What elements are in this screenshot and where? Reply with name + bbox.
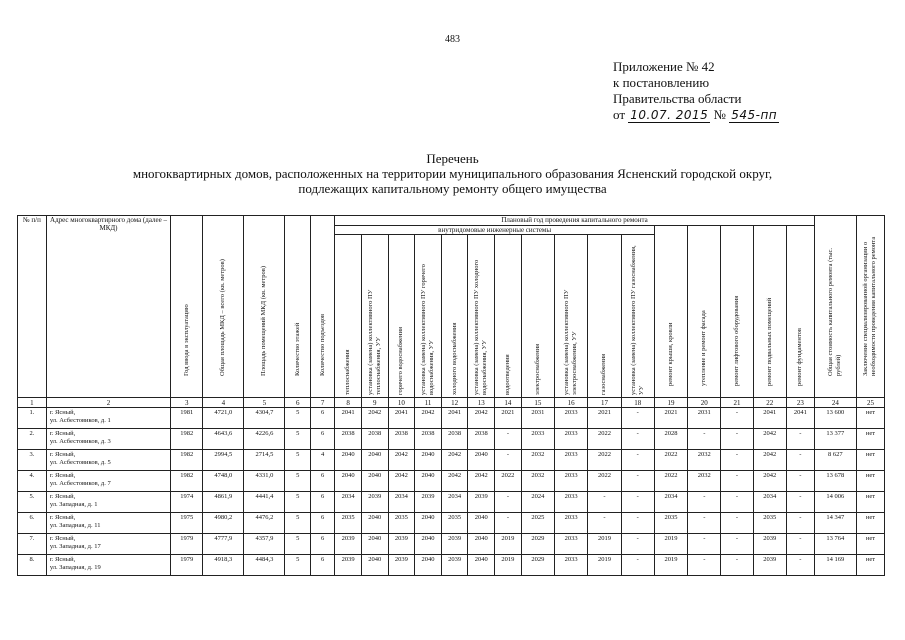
row-number-cell: 5. (18, 492, 47, 513)
table-cell: 2028 (654, 429, 687, 450)
table-cell: 2039 (441, 555, 468, 576)
table-cell: 2040 (361, 555, 388, 576)
table-cell: 1982 (171, 429, 203, 450)
column-number: 1 (18, 398, 47, 408)
table-cell: 2025 (521, 513, 554, 534)
header-year-built: Год ввода в эксплуатацию (171, 216, 203, 398)
table-cell: 2039 (468, 492, 495, 513)
table-cell: 2032 (688, 471, 721, 492)
column-number: 5 (244, 398, 285, 408)
header-premises-area: Площадь помещений МКД (кв. метров) (244, 216, 285, 398)
table-cell: - (621, 408, 654, 429)
column-number: 22 (753, 398, 786, 408)
table-cell: - (495, 492, 522, 513)
header-cold-water: холодного водоснабжения (441, 235, 468, 398)
table-cell: 4918,3 (203, 555, 244, 576)
table-cell: 2038 (361, 429, 388, 450)
title-line-3: подлежащих капитальному ремонту общего имущества (298, 181, 607, 196)
row-number-cell: 2. (18, 429, 47, 450)
table-cell: 2039 (361, 492, 388, 513)
table-cell: - (495, 450, 522, 471)
table-cell: 2042 (753, 471, 786, 492)
table-cell: 14 169 (814, 555, 856, 576)
table-cell: 2042 (753, 450, 786, 471)
table-cell: 2040 (361, 471, 388, 492)
table-cell: - (721, 408, 753, 429)
table-cell: - (786, 492, 814, 513)
header-pu-heating: установка (замена) коллективного ПУ теплоснабжения, УУ (361, 235, 388, 398)
header-pu-gas: установка (замена) коллективного ПУ газоснабжения, УУ (621, 235, 654, 398)
table-cell: 2039 (335, 534, 362, 555)
table-cell: 2040 (415, 471, 442, 492)
table-cell: 2042 (361, 408, 388, 429)
table-cell: 2040 (361, 450, 388, 471)
table-cell: 2022 (588, 450, 621, 471)
column-number: 2 (46, 398, 170, 408)
header-conclusion: Заключение специализированной организации о необходимости проведения капитального ремонта (856, 216, 884, 398)
table-cell: 1982 (171, 450, 203, 471)
column-number: 12 (441, 398, 468, 408)
address-city: г. Ясный, (49, 493, 76, 500)
table-cell: 2033 (555, 429, 588, 450)
table-cell: 4 (310, 450, 334, 471)
table-cell: нет (856, 408, 884, 429)
table-cell: нет (856, 492, 884, 513)
table-cell: 2019 (654, 534, 687, 555)
column-number: 17 (588, 398, 621, 408)
table-cell: 2040 (415, 450, 442, 471)
table-cell: 2034 (388, 492, 415, 513)
table-cell: - (721, 513, 753, 534)
header-pu-cold-water: установка (замена) коллективного ПУ холодного водоснабжения, УУ (468, 235, 495, 398)
handwritten-number: 545-пп (731, 108, 778, 122)
address-street: ул. Асбестовиков, д. 1 (49, 417, 111, 424)
table-cell: 2021 (495, 408, 522, 429)
column-number: 13 (468, 398, 495, 408)
row-number-cell: 7. (18, 534, 47, 555)
table-cell: - (688, 534, 721, 555)
table-cell: 1982 (171, 471, 203, 492)
table-cell: 2033 (555, 534, 588, 555)
row-number-cell: 3. (18, 450, 47, 471)
table-cell: 13 764 (814, 534, 856, 555)
table-cell: 2039 (388, 555, 415, 576)
column-number: 3 (171, 398, 203, 408)
table-cell: 4777,9 (203, 534, 244, 555)
column-number: 25 (856, 398, 884, 408)
table-cell: 2041 (753, 408, 786, 429)
table-cell: 2034 (335, 492, 362, 513)
table-cell: 5 (285, 492, 311, 513)
table-cell: - (688, 492, 721, 513)
table-cell: 2042 (415, 408, 442, 429)
table-cell: - (721, 534, 753, 555)
appendix-line-3: Правительства области (613, 91, 742, 106)
table-cell: - (621, 513, 654, 534)
header-planned-year: Плановый год проведения капитального ремонта (335, 216, 814, 226)
table-cell: 2035 (335, 513, 362, 534)
table-cell: 2042 (441, 450, 468, 471)
table-cell: 2042 (468, 408, 495, 429)
table-cell: 4980,2 (203, 513, 244, 534)
table-cell: нет (856, 471, 884, 492)
table-cell: 1975 (171, 513, 203, 534)
table-cell: 2041 (786, 408, 814, 429)
table-cell: - (621, 450, 654, 471)
header-hot-water: горячего водоснабжения (388, 235, 415, 398)
table-cell: 2035 (441, 513, 468, 534)
table-cell: 14 347 (814, 513, 856, 534)
table-cell: 2033 (555, 450, 588, 471)
table-cell: 4226,6 (244, 429, 285, 450)
table-cell: 2033 (555, 408, 588, 429)
table-cell: 4304,7 (244, 408, 285, 429)
header-floors: Количество этажей (285, 216, 311, 398)
table-cell: 6 (310, 429, 334, 450)
table-cell: 2039 (335, 555, 362, 576)
table-cell: 2714,5 (244, 450, 285, 471)
table-cell: 6 (310, 534, 334, 555)
table-cell: 2042 (468, 471, 495, 492)
table-cell: 2031 (688, 408, 721, 429)
table-cell: 2019 (654, 555, 687, 576)
table-cell: 4331,0 (244, 471, 285, 492)
column-number: 6 (285, 398, 311, 408)
column-number: 4 (203, 398, 244, 408)
table-cell: 4748,0 (203, 471, 244, 492)
table-cell: 2032 (521, 450, 554, 471)
table-cell: 2022 (588, 429, 621, 450)
table-cell: 5 (285, 408, 311, 429)
table-cell: 2039 (388, 534, 415, 555)
table-cell: 2019 (588, 555, 621, 576)
table-cell: - (621, 429, 654, 450)
table-cell: 5 (285, 555, 311, 576)
address-street: ул. Асбестовиков, д. 5 (49, 459, 111, 466)
table-cell: нет (856, 429, 884, 450)
table-cell: - (786, 450, 814, 471)
table-cell: 2041 (388, 408, 415, 429)
address-cell (46, 513, 170, 534)
table-cell: - (621, 555, 654, 576)
appendix-line-1: Приложение № 42 (613, 59, 715, 74)
table-cell: 2033 (555, 492, 588, 513)
table-cell: 6 (310, 492, 334, 513)
table-cell: 4357,9 (244, 534, 285, 555)
table-cell: 2022 (588, 471, 621, 492)
table-row (18, 429, 885, 450)
table-body (18, 408, 885, 576)
table-cell: 2040 (361, 513, 388, 534)
table-row (18, 534, 885, 555)
address-city: г. Ясный, (49, 472, 76, 479)
table-cell: 4484,3 (244, 555, 285, 576)
table-cell: 1974 (171, 492, 203, 513)
address-city: г. Ясный, (49, 556, 76, 563)
table-cell: - (721, 492, 753, 513)
row-number-cell: 1. (18, 408, 47, 429)
buildings-table (17, 215, 885, 576)
table-cell: 2040 (415, 513, 442, 534)
table-cell: 2033 (555, 555, 588, 576)
table-cell: 6 (310, 471, 334, 492)
table-cell: - (721, 429, 753, 450)
table-cell: нет (856, 513, 884, 534)
table-cell: 2033 (555, 513, 588, 534)
table-row (18, 408, 885, 429)
table-cell: - (588, 513, 621, 534)
table-cell: 2032 (521, 471, 554, 492)
table-cell: 2038 (415, 429, 442, 450)
column-number: 14 (495, 398, 522, 408)
address-city: г. Ясный, (49, 451, 76, 458)
table-cell: 2022 (654, 471, 687, 492)
column-number: 10 (388, 398, 415, 408)
table-cell: 4643,6 (203, 429, 244, 450)
address-city: г. Ясный, (49, 535, 76, 542)
column-number: 19 (654, 398, 687, 408)
table-cell: 2022 (495, 471, 522, 492)
row-number-cell: 4. (18, 471, 47, 492)
column-number: 8 (335, 398, 362, 408)
table-cell: 2040 (468, 555, 495, 576)
header-electricity: электроснабжения (521, 235, 554, 398)
header-total-area: Общая площадь МКД – всего (кв. метров) (203, 216, 244, 398)
table-cell: 2040 (415, 534, 442, 555)
table-cell: - (688, 555, 721, 576)
table-cell: 2040 (361, 534, 388, 555)
header-num: № п/п (18, 216, 47, 398)
header-heating: теплоснабжения (335, 235, 362, 398)
column-number: 18 (621, 398, 654, 408)
table-cell: 1979 (171, 534, 203, 555)
column-number: 16 (555, 398, 588, 408)
table-cell: - (688, 513, 721, 534)
column-number: 24 (814, 398, 856, 408)
table-row (18, 471, 885, 492)
table-cell: 2035 (388, 513, 415, 534)
table-cell: 2032 (688, 450, 721, 471)
address-cell (46, 408, 170, 429)
table-cell: 2021 (588, 408, 621, 429)
table-cell: 5 (285, 513, 311, 534)
address-cell (46, 429, 170, 450)
table-cell: 2021 (654, 408, 687, 429)
address-cell (46, 555, 170, 576)
table-cell: 13 600 (814, 408, 856, 429)
table-cell: 2038 (441, 429, 468, 450)
table-row (18, 513, 885, 534)
table-cell: - (688, 429, 721, 450)
table-cell: - (621, 534, 654, 555)
header-total-cost: Общая стоимость капитального ремонта (тыс. рублей) (814, 216, 856, 398)
table-cell: 6 (310, 408, 334, 429)
appendix-block (613, 59, 779, 123)
header-foundation: ремонт фундаментов (786, 226, 814, 398)
table-cell: 2041 (441, 408, 468, 429)
table-cell: - (786, 471, 814, 492)
table-cell: - (721, 471, 753, 492)
table-cell: 2041 (335, 408, 362, 429)
table-cell: 6 (310, 513, 334, 534)
table-cell: 2034 (753, 492, 786, 513)
table-cell: 8 627 (814, 450, 856, 471)
table-cell: 2022 (654, 450, 687, 471)
table-cell: - (786, 555, 814, 576)
title-line-2: многоквартирных домов, расположенных на территории муниципального образования Ясненский городской округ, (132, 166, 773, 181)
table-cell: 2040 (415, 555, 442, 576)
table-cell: - (588, 492, 621, 513)
table-cell: 2038 (388, 429, 415, 450)
table-cell: - (621, 471, 654, 492)
table-cell: 2040 (468, 534, 495, 555)
address-cell (46, 450, 170, 471)
header-entrances: Количество подъездов (310, 216, 334, 398)
table-cell: 2040 (468, 450, 495, 471)
table-cell: 2040 (335, 450, 362, 471)
address-city: г. Ясный, (49, 514, 76, 521)
table-cell: 2039 (753, 534, 786, 555)
table-cell: нет (856, 555, 884, 576)
column-number: 15 (521, 398, 554, 408)
address-city: г. Ясный, (49, 430, 76, 437)
table-cell: 2039 (415, 492, 442, 513)
table-cell: - (621, 492, 654, 513)
address-street: ул. Западная, д. 17 (49, 543, 101, 550)
table-cell: 2035 (753, 513, 786, 534)
header-sewerage: водоотведения (495, 235, 522, 398)
table-cell: 2034 (654, 492, 687, 513)
header-pu-electricity: установка (замена) коллективного ПУ электроснабжения, УУ (555, 235, 588, 398)
table-cell: 2040 (468, 513, 495, 534)
appendix-number-label: № (713, 107, 726, 122)
column-number: 7 (310, 398, 334, 408)
table-cell: 14 006 (814, 492, 856, 513)
page-number: 483 (445, 34, 460, 45)
table-cell: - (786, 534, 814, 555)
header-elevator: ремонт лифтового оборудования (721, 226, 753, 398)
table-cell: 2019 (588, 534, 621, 555)
appendix-line-2: к постановлению (613, 75, 710, 90)
table-cell: 6 (310, 555, 334, 576)
table-cell: 2019 (495, 534, 522, 555)
table-cell: 2038 (468, 429, 495, 450)
address-cell (46, 492, 170, 513)
header-pu-hot-water: установка (замена) коллективного ПУ горячего водоснабжения, УУ (415, 235, 442, 398)
title-line-1: Перечень (426, 151, 479, 166)
column-number-row (18, 398, 885, 408)
header-internal-systems: внутридомовые инженерные системы (335, 226, 655, 235)
table-cell: 2040 (335, 471, 362, 492)
table-cell: 2042 (388, 471, 415, 492)
address-street: ул. Западная, д. 19 (49, 564, 101, 571)
table-cell: 2033 (555, 471, 588, 492)
row-number-cell: 8. (18, 555, 47, 576)
table-cell: 2034 (441, 492, 468, 513)
table-cell: 2039 (753, 555, 786, 576)
table-cell: нет (856, 450, 884, 471)
table-cell: - (721, 450, 753, 471)
table-cell: 2994,5 (203, 450, 244, 471)
table-cell: - (495, 429, 522, 450)
table-cell: 4441,4 (244, 492, 285, 513)
address-city: г. Ясный, (49, 409, 76, 416)
column-number: 23 (786, 398, 814, 408)
header-roof: ремонт крыши, кровли (654, 226, 687, 398)
table-cell: 2024 (521, 492, 554, 513)
table-cell: 2029 (521, 555, 554, 576)
header-facade: утепление и ремонт фасада (688, 226, 721, 398)
table-cell: 1979 (171, 555, 203, 576)
table-row (18, 492, 885, 513)
address-street: ул. Асбестовиков, д. 3 (49, 438, 111, 445)
table-cell: 5 (285, 450, 311, 471)
table-row (18, 450, 885, 471)
header-address: Адрес многоквартирного дома (далее – МКД) (46, 216, 170, 398)
table-cell: 2033 (521, 429, 554, 450)
address-cell (46, 534, 170, 555)
address-street: ул. Западная, д. 11 (49, 522, 101, 529)
table-cell: - (721, 555, 753, 576)
address-street: ул. Западная, д. 1 (49, 501, 98, 508)
table-cell: 2042 (441, 471, 468, 492)
header-gas: газоснабжения (588, 235, 621, 398)
table-cell: 4721,0 (203, 408, 244, 429)
table-cell: 5 (285, 471, 311, 492)
appendix-line-4 (613, 107, 779, 123)
column-number: 9 (361, 398, 388, 408)
table-cell: 2042 (753, 429, 786, 450)
table-cell: 4476,2 (244, 513, 285, 534)
header-basement: ремонт подвальных помещений (753, 226, 786, 398)
table-cell: - (786, 513, 814, 534)
address-street: ул. Асбестовиков, д. 7 (49, 480, 111, 487)
handwritten-date: 10.07. 2015 (630, 108, 709, 122)
table-cell: 2031 (521, 408, 554, 429)
table-cell: 2039 (441, 534, 468, 555)
table-cell: 2042 (388, 450, 415, 471)
table-cell: 2029 (521, 534, 554, 555)
table-cell: 1981 (171, 408, 203, 429)
table-cell: 4861,9 (203, 492, 244, 513)
table-cell: 5 (285, 534, 311, 555)
table-cell: 13 377 (814, 429, 856, 450)
table-cell: - (786, 429, 814, 450)
column-number: 11 (415, 398, 442, 408)
table-row (18, 555, 885, 576)
table-cell: нет (856, 534, 884, 555)
address-cell (46, 471, 170, 492)
appendix-from-label: от (613, 107, 626, 122)
table-cell: - (495, 513, 522, 534)
table-cell: 2035 (654, 513, 687, 534)
row-number-cell: 6. (18, 513, 47, 534)
column-number: 21 (721, 398, 753, 408)
table-cell: 2038 (335, 429, 362, 450)
document-title (0, 151, 905, 196)
column-number: 20 (688, 398, 721, 408)
table-cell: 2019 (495, 555, 522, 576)
table-cell: 13 678 (814, 471, 856, 492)
table-cell: 5 (285, 429, 311, 450)
